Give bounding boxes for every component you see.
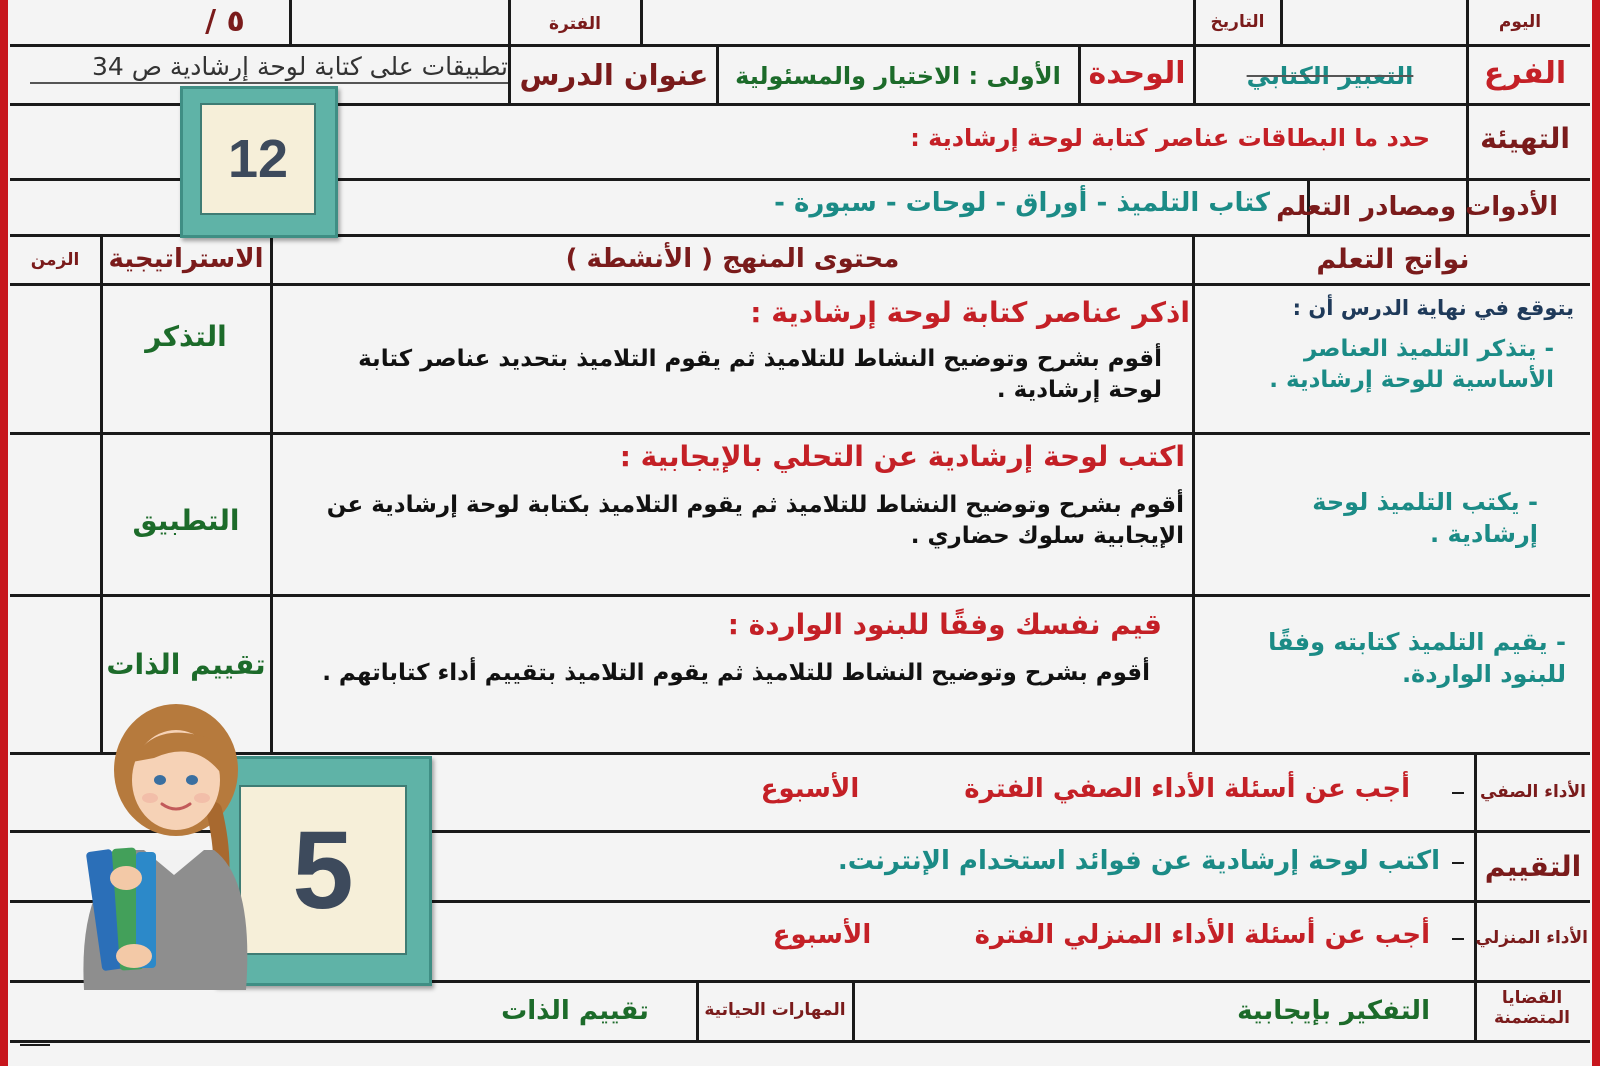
warmup-label: التهيئة xyxy=(1480,122,1570,155)
grid-line xyxy=(716,45,719,104)
activity-title-1: اذكر عناصر كتابة لوحة إرشادية : xyxy=(750,296,1190,329)
tools-label: الأدوات ومصادر التعلم xyxy=(1276,192,1558,222)
day-label: اليوم xyxy=(1498,12,1542,32)
strategy-2: التطبيق xyxy=(132,504,240,537)
outcome-3: - يقيم التلميذ كتابته وفقًا للبنود الواردة. xyxy=(1268,628,1566,689)
evaluation-text: اكتب لوحة إرشادية عن فوائد استخدام الإنترنت. xyxy=(837,846,1440,876)
grid-line xyxy=(10,283,1590,286)
left-red-border xyxy=(0,0,8,1066)
home-perf-text: أجب عن أسئلة الأداء المنزلي الفترة xyxy=(974,920,1430,950)
class-perf-label: الأداء الصفي xyxy=(1479,782,1587,802)
lesson-number-badge xyxy=(180,86,338,238)
time-header: الزمن xyxy=(30,250,80,270)
activity-title-2: اكتب لوحة إرشادية عن التحلي بالإيجابية : xyxy=(619,440,1185,473)
strategy-1: التذكر xyxy=(145,320,227,353)
evaluation-label: التقييم xyxy=(1484,850,1582,883)
issues-label: القضايا المتضمنة xyxy=(1494,988,1570,1029)
life-skills-label: المهارات الحياتية xyxy=(704,1000,846,1020)
class-perf-text: أجب عن أسئلة الأداء الصفي الفترة xyxy=(964,774,1410,804)
home-perf-label: الأداء المنزلي xyxy=(1475,928,1588,948)
grid-line xyxy=(1280,0,1283,45)
right-red-border xyxy=(1592,0,1600,1066)
grid-line xyxy=(1192,234,1195,754)
grid-line xyxy=(640,0,643,45)
grid-line xyxy=(100,234,103,754)
period-label: الفترة xyxy=(549,14,601,34)
content-header: محتوى المنهج ( الأنشطة ) xyxy=(565,244,900,274)
tools-value: كتاب التلميذ - أوراق - لوحات - سبورة - xyxy=(774,188,1270,218)
home-perf-week: الأسبوع xyxy=(772,920,872,950)
underline xyxy=(30,82,508,84)
issues-value: التفكير بإيجابية xyxy=(1237,996,1430,1026)
dash-mark xyxy=(1452,792,1464,794)
grid-line xyxy=(696,980,699,1042)
lesson-title-label: عنوان الدرس xyxy=(519,58,709,92)
strategy-header: الاستراتيجية xyxy=(108,244,264,274)
activity-text-2: أقوم بشرح وتوضيح النشاط للتلاميذ ثم يقوم التلاميذ بكتابة لوحة إرشادية عن الإيجابية سلوك حضاري . xyxy=(326,492,1184,550)
grid-line xyxy=(10,1040,1590,1043)
outcome-intro: يتوقع في نهاية الدرس أن : xyxy=(1292,296,1574,320)
grid-line xyxy=(289,0,292,45)
date-label: التاريخ xyxy=(1210,12,1265,32)
grid-line xyxy=(10,44,1590,47)
dash-mark xyxy=(20,1044,50,1046)
grid-line xyxy=(1078,45,1081,104)
outcome-2: - يكتب التلميذ لوحة إرشادية . xyxy=(1312,488,1538,549)
class-perf-week: الأسبوع xyxy=(760,774,860,804)
dash-mark xyxy=(1452,862,1464,864)
dash-mark xyxy=(1452,938,1464,940)
student-girl-illustration xyxy=(64,700,254,990)
activity-title-3: قيم نفسك وفقًا للبنود الواردة : xyxy=(727,608,1162,641)
unit-label: الوحدة xyxy=(1088,56,1186,91)
grid-line xyxy=(10,594,1590,597)
activity-text-1: أقوم بشرح وتوضيح النشاط للتلاميذ ثم يقوم التلاميذ بتحديد عناصر كتابة لوحة إرشادية . xyxy=(358,346,1162,404)
lesson-title-value: تطبيقات على كتابة لوحة إرشادية ص 34 xyxy=(92,52,508,81)
branch-value: التعبير الكتابي xyxy=(1246,62,1414,90)
outcome-1: - يتذكر التلميذ العناصر الأساسية للوحة إرشادية . xyxy=(1269,336,1554,394)
lesson-number: 12 xyxy=(200,103,316,215)
life-skills-value: تقييم الذات xyxy=(501,996,649,1026)
strategy-3: تقييم الذات xyxy=(106,648,266,681)
number-mark: ٥ / xyxy=(205,4,245,39)
branch-label: الفرع xyxy=(1483,56,1567,91)
outcomes-header: نواتج التعلم xyxy=(1316,244,1470,275)
grid-line xyxy=(852,980,855,1042)
grid-line xyxy=(270,234,273,754)
unit-value: الأولى : الاختيار والمسئولية xyxy=(735,62,1061,90)
week-number: 5 xyxy=(239,785,407,955)
grid-line xyxy=(10,432,1590,435)
warmup-value: حدد ما البطاقات عناصر كتابة لوحة إرشادية : xyxy=(910,124,1430,152)
grid-line xyxy=(1474,752,1477,1042)
activity-text-3: أقوم بشرح وتوضيح النشاط للتلاميذ ثم يقوم التلاميذ بتقييم أداء كتاباتهم . xyxy=(322,660,1150,686)
